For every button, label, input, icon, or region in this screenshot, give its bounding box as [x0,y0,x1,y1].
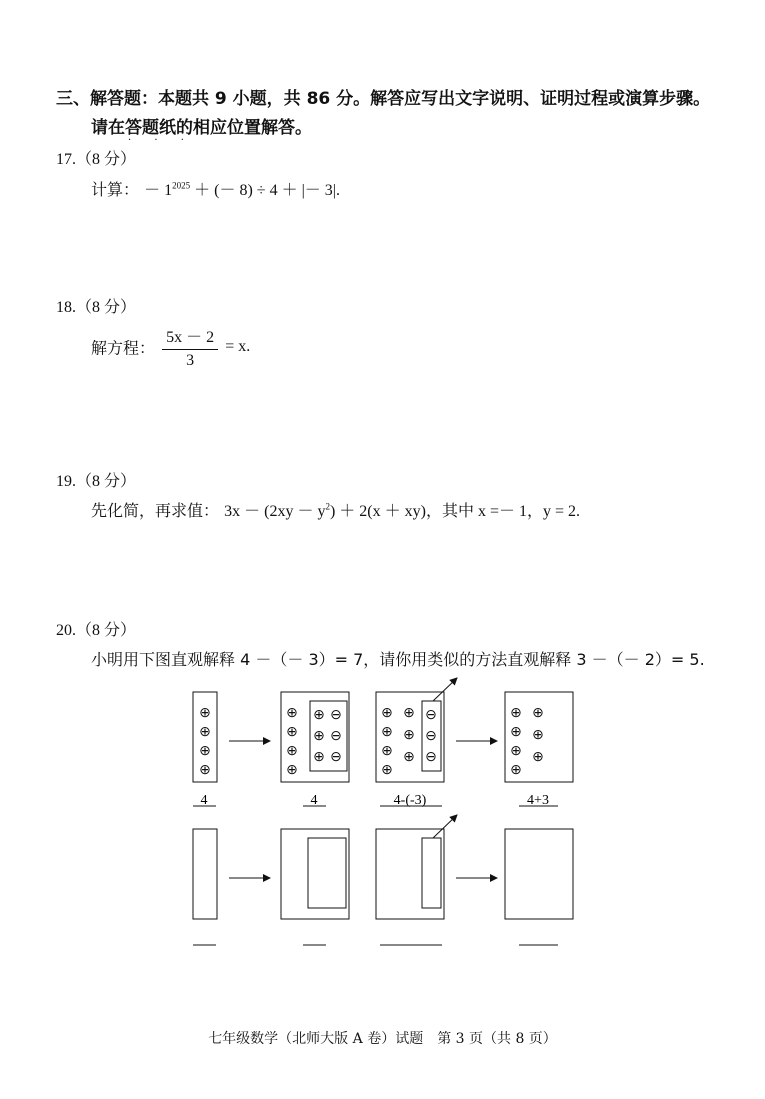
empty-inner-removed [422,838,441,908]
plus-chip-icon: ⊕ [199,706,211,721]
question-prompt: 计算： [91,180,140,199]
plus-chip-icon: ⊕ [403,750,415,765]
question-points: （8 分） [76,473,137,490]
plus-chip-icon: ⊕ [510,725,522,740]
plus-chip-icon: ⊕ [510,763,522,778]
plus-chip-icon: ⊕ [532,728,544,743]
plus-chip-icon: ⊕ [199,725,211,740]
plus-chip-icon: ⊕ [403,706,415,721]
question-number: 17. [56,151,76,168]
arrow-remove-2 [433,815,457,838]
emphasis-dots: · · · [128,135,194,146]
label-4-a: 4 [200,793,208,808]
plus-chip-icon: ⊕ [510,744,522,759]
empty-inner-rect [308,838,346,908]
arrow-remove [433,678,457,701]
plus-chip-icon: ⊕ [286,706,298,721]
minus-chip-icon: ⊖ [425,750,437,765]
plus-chip-icon: ⊕ [313,750,325,765]
expression: － $1^{2025}$ ＋ (－ 8) ÷ 4 ＋ |－ 3|. [144,180,340,199]
minus-chip-icon: ⊖ [425,708,437,723]
question-number: 19. [56,473,76,490]
label-4-b: 4 [310,793,318,808]
plus-chip-icon: ⊕ [532,706,544,721]
question-prompt: 先化简，再求值： [91,501,220,520]
empty-box-remove [376,829,444,919]
plus-chip-icon: ⊕ [403,728,415,743]
plus-chip-icon: ⊕ [286,763,298,778]
plus-chip-icon: ⊕ [510,706,522,721]
minus-chip-icon: ⊖ [330,708,342,723]
question-points: （8 分） [76,299,137,316]
question-prompt: 解方程： [91,338,156,358]
empty-box-column [193,829,217,919]
plus-chip-icon: ⊕ [199,763,211,778]
question-20-body: 小明用下图直观解释 4 －（－ 3）= 7，请你用类似的方法直观解释 3 －（－ 2）= 5. [91,650,705,669]
empty-box-result [505,829,573,919]
minus-chip-icon: ⊖ [330,729,342,744]
question-number: 20. [56,622,76,639]
plus-chip-icon: ⊕ [313,708,325,723]
plus-chip-icon: ⊕ [381,763,393,778]
plus-chip-icon: ⊕ [381,706,393,721]
minus-chip-icon: ⊖ [425,729,437,744]
plus-chip-icon: ⊕ [286,725,298,740]
empty-box-extended [281,829,349,919]
plus-chip-icon: ⊕ [532,750,544,765]
equation-rhs: = x. [225,338,251,355]
label-4-minus-neg3: 4-(-3) [393,793,427,808]
plus-chip-icon: ⊕ [313,729,325,744]
question-points: （8 分） [76,151,137,168]
section-heading: 三、解答题：本题共 9 小题，共 86 分。解答应写出文字说明、证明过程或演算步骤。 [56,89,711,109]
question-number: 18. [56,299,76,316]
plus-chip-icon: ⊕ [199,744,211,759]
plus-chip-icon: ⊕ [381,744,393,759]
page-footer: 七年级数学（北师大版 A 卷）试题 第 3 页（共 8 页） [208,1031,557,1047]
plus-chip-icon: ⊕ [381,725,393,740]
plus-chip-icon: ⊕ [286,744,298,759]
label-4-plus-3: 4+3 [527,793,549,808]
expression: $3x - (2xy - y^2) + 2(x + xy)$，其中 x =－ 1，y = 2. [224,501,580,520]
section-instruction: 请在答题纸的相应位置解答。 [91,118,312,138]
fraction-denominator: 3 [186,352,195,369]
fraction-numerator: 5x － 2 [162,324,218,350]
question-points: （8 分） [76,622,137,639]
minus-chip-icon: ⊖ [330,750,342,765]
